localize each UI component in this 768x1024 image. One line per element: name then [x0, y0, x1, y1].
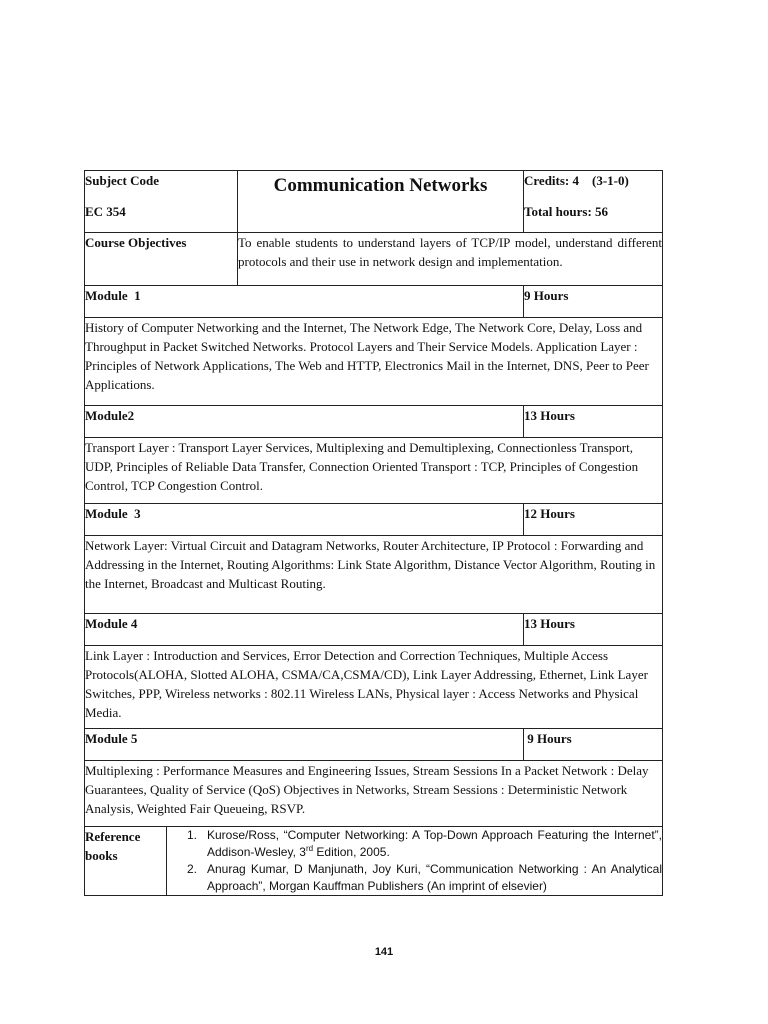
module-header-row: [85, 286, 663, 318]
reference-number: 1.: [187, 828, 198, 842]
credits-cell: [524, 171, 663, 233]
header-row: [85, 171, 663, 233]
references-label: Reference books: [85, 829, 141, 863]
module-title-cell: [85, 504, 524, 536]
subject-code-label: Subject Code: [85, 173, 160, 188]
module-content-cell: [85, 536, 663, 614]
module-hours-cell: [524, 729, 663, 761]
module-hours: 13 Hours: [524, 408, 575, 423]
references-list-cell: [167, 827, 663, 896]
reference-item: [167, 827, 662, 861]
credits: Credits: 4 (3-1-0): [524, 173, 629, 188]
module-content: Network Layer: Virtual Circuit and Datagram Networks, Router Architecture, IP Protocol : Forwarding and Addressing in the Internet, Routing Algorithms: Link State Algorithm, Distance Vector Algorithm, Routing in the Internet, Broadcast and Multicast Routing.: [85, 538, 656, 591]
module-hours: 13 Hours: [524, 616, 575, 631]
module-hours: 12 Hours: [524, 506, 575, 521]
module-title-cell: [85, 614, 524, 646]
page-number: 141: [374, 946, 394, 958]
module-hours-cell: [524, 286, 663, 318]
objectives-text-cell: [238, 233, 663, 286]
reference-item: [167, 861, 662, 895]
module-header-row: [85, 614, 663, 646]
module-content-row: [85, 438, 663, 504]
module-content: History of Computer Networking and the Internet, The Network Edge, The Network Core, Delay, Loss and Throughput in Packet Switched Networks. Protocol Layers and Their Service Models. Application Layer : Principles of Network Applications, The Web and HTTP, Electronics Mail in the Internet, DNS, Peer to Peer Applications.: [85, 320, 649, 392]
module-content: Multiplexing : Performance Measures and Engineering Issues, Stream Sessions In a Packet Network : Delay Guarantees, Quality of Service (QoS) Objectives in Networks, Stream Sessions : Deterministic Network Analysis, Weighted Fair Queueing, RSVP.: [85, 763, 649, 816]
module-content-cell: [85, 761, 663, 827]
module-content-row: [85, 646, 663, 729]
module-hours: 9 Hours: [524, 731, 572, 746]
module-title-cell: [85, 406, 524, 438]
total-hours: Total hours: 56: [524, 204, 609, 219]
module-hours-cell: [524, 504, 663, 536]
references-label-cell: [85, 827, 167, 896]
module-header-row: [85, 729, 663, 761]
subject-code: EC 354: [85, 204, 126, 219]
module-content-cell: [85, 438, 663, 504]
references-list: [167, 827, 662, 895]
objectives-text: To enable students to understand layers of TCP/IP model, understand different protocols and their use in network design and implementation.: [238, 235, 662, 269]
objectives-row: [85, 233, 663, 286]
reference-text-end: Edition, 2005.: [313, 845, 390, 859]
module-hours: 9 Hours: [524, 288, 569, 303]
module-content: Link Layer : Introduction and Services, Error Detection and Correction Techniques, Multiple Access Protocols(ALOHA, Slotted ALOHA, CSMA/CA,CSMA/CD), Link Layer Addressing, Ethernet, Link Layer Switches, PPP, Wireless networks : 802.11 Wireless LANs, Physical layer : Access Networks and Physical Media.: [85, 648, 648, 720]
module-title: Module 1: [85, 288, 141, 303]
module-title-cell: [85, 286, 524, 318]
module-title: Module 4: [85, 616, 138, 631]
syllabus-table: [84, 170, 663, 896]
subject-code-cell: [85, 171, 238, 233]
reference-number: 2.: [187, 862, 198, 876]
module-hours-cell: [524, 614, 663, 646]
module-content-row: [85, 318, 663, 406]
module-hours-cell: [524, 406, 663, 438]
reference-superscript: rd: [305, 844, 314, 853]
module-title: Module 3: [85, 506, 141, 521]
objectives-label: Course Objectives: [85, 235, 187, 250]
module-content-row: [85, 536, 663, 614]
module-header-row: [85, 406, 663, 438]
module-title: Module2: [85, 408, 135, 423]
module-content-cell: [85, 318, 663, 406]
reference-text: Anurag Kumar, D Manjunath, Joy Kuri, “Communication Networking : An Analytical Approach”, Morgan Kauffman Publishers (An imprint of elsevier): [207, 862, 662, 893]
module-content-cell: [85, 646, 663, 729]
title-cell: [238, 171, 524, 233]
course-title: Communication Networks: [273, 175, 488, 196]
module-title: Module 5: [85, 731, 138, 746]
reference-text: Kurose/Ross, “Computer Networking: A Top-Down Approach Featuring the Internet”, Addison-Wesley, 3: [207, 828, 662, 859]
references-row: [85, 827, 663, 896]
objectives-label-cell: [85, 233, 238, 286]
module-content: Transport Layer : Transport Layer Services, Multiplexing and Demultiplexing, Connectionless Transport, UDP, Principles of Reliable Data Transfer, Connection Oriented Transport : TCP, Principles of Congestion Control, TCP Congestion Control.: [85, 440, 639, 493]
module-header-row: [85, 504, 663, 536]
module-content-row: [85, 761, 663, 827]
module-title-cell: [85, 729, 524, 761]
